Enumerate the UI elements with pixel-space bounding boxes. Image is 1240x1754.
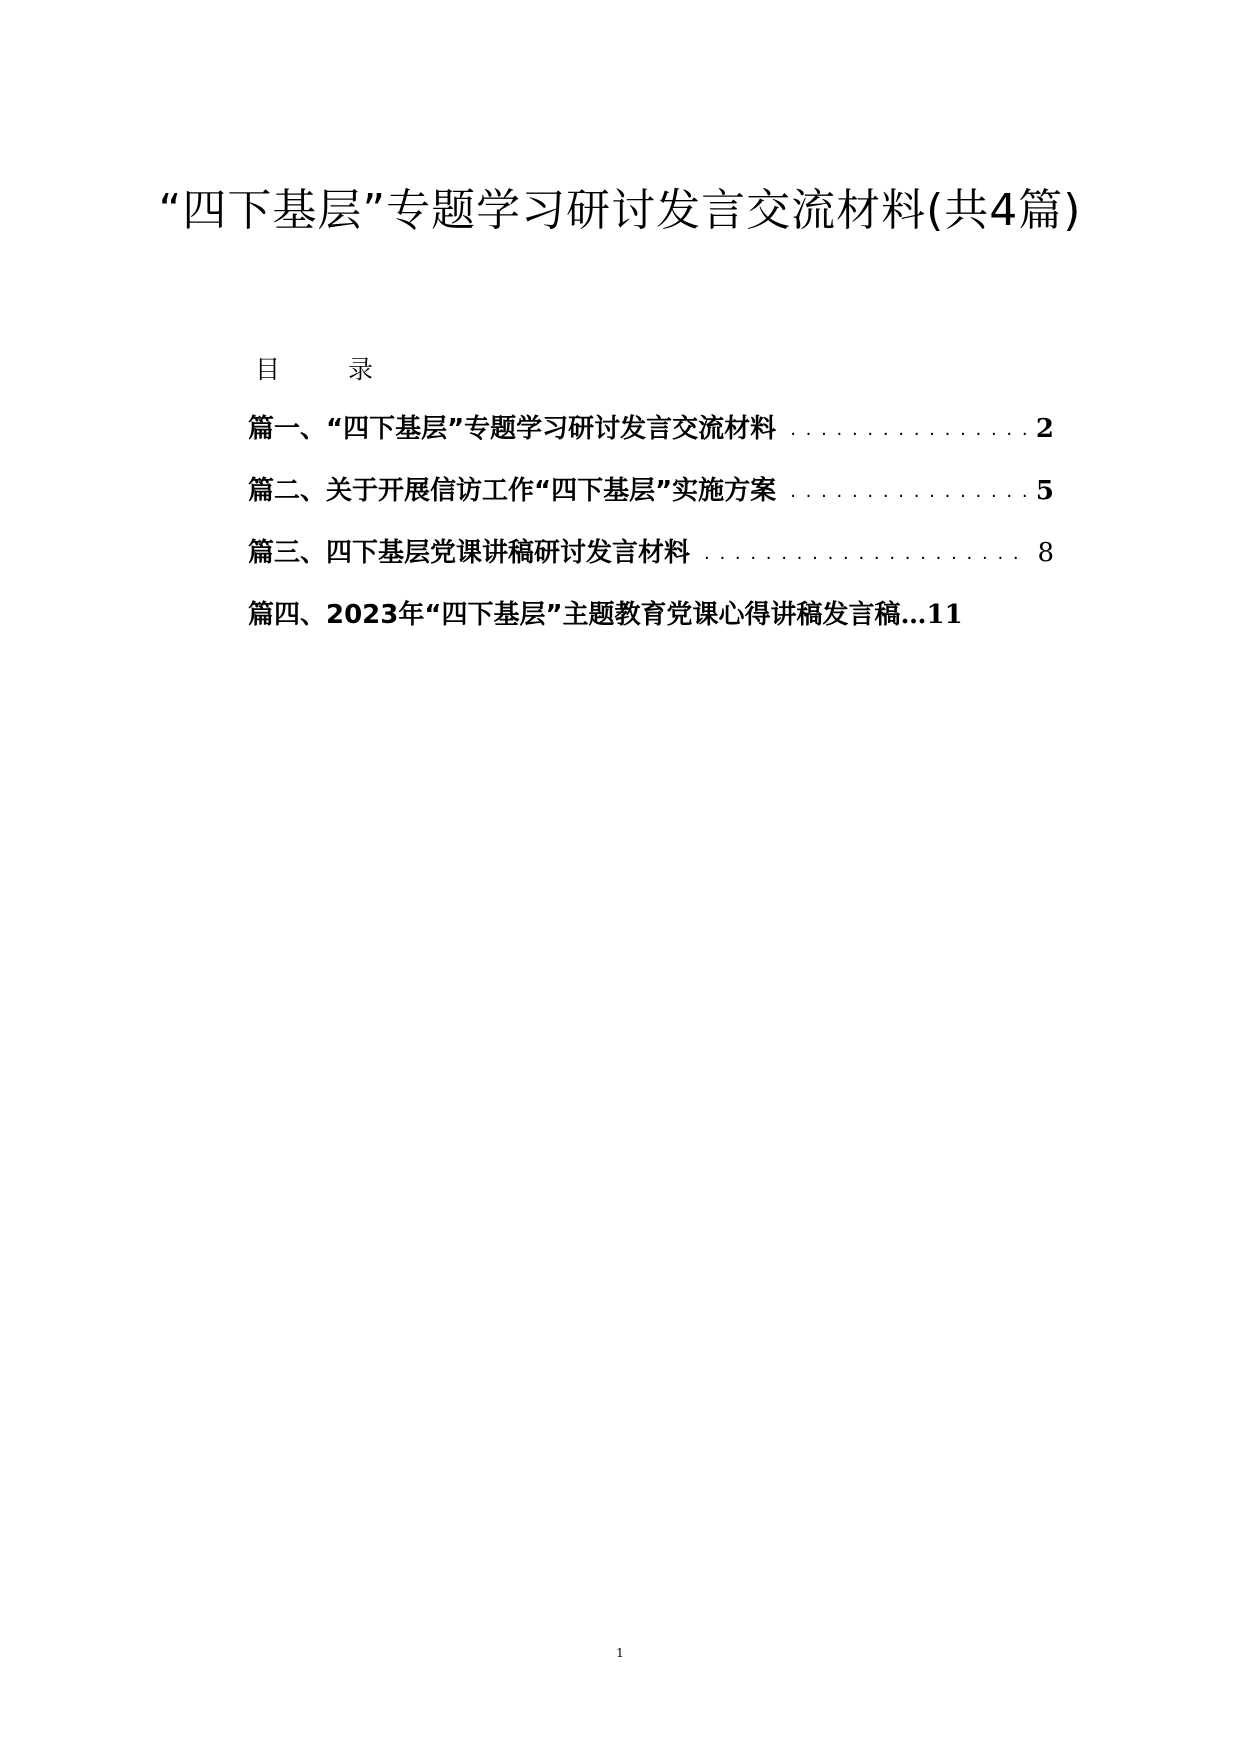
toc-item-label: 篇四、2023年“四下基层”主题教育党课心得讲稿发言稿 bbox=[248, 600, 901, 630]
toc-heading: 目 录 bbox=[255, 355, 403, 384]
table-of-contents bbox=[248, 408, 1054, 656]
toc-item-4[interactable] bbox=[248, 594, 1054, 656]
toc-item-1[interactable] bbox=[248, 408, 1054, 470]
toc-item-3[interactable] bbox=[248, 532, 1054, 594]
toc-item-label: 篇二、关于开展信访工作“四下基层”实施方案 bbox=[248, 476, 777, 506]
toc-item-label: 篇一、“四下基层”专题学习研讨发言交流材料 bbox=[248, 414, 777, 444]
toc-item-2[interactable] bbox=[248, 470, 1054, 532]
toc-item-page: 8 bbox=[1037, 538, 1054, 568]
toc-item-page: 5 bbox=[1035, 476, 1054, 506]
toc-item-page: 2 bbox=[1035, 414, 1054, 444]
toc-item-page: 11 bbox=[926, 600, 963, 630]
toc-item-ellipsis: … bbox=[900, 600, 927, 630]
toc-dot-leader bbox=[790, 419, 1028, 440]
toc-dot-leader bbox=[790, 481, 1028, 502]
toc-dot-leader bbox=[704, 543, 1029, 564]
document-title: “四下基层”专题学习研讨发言交流材料(共4篇) bbox=[158, 185, 1082, 236]
footer-page-number: 1 bbox=[616, 1646, 624, 1660]
toc-item-label: 篇三、四下基层党课讲稿研讨发言材料 bbox=[248, 538, 691, 568]
